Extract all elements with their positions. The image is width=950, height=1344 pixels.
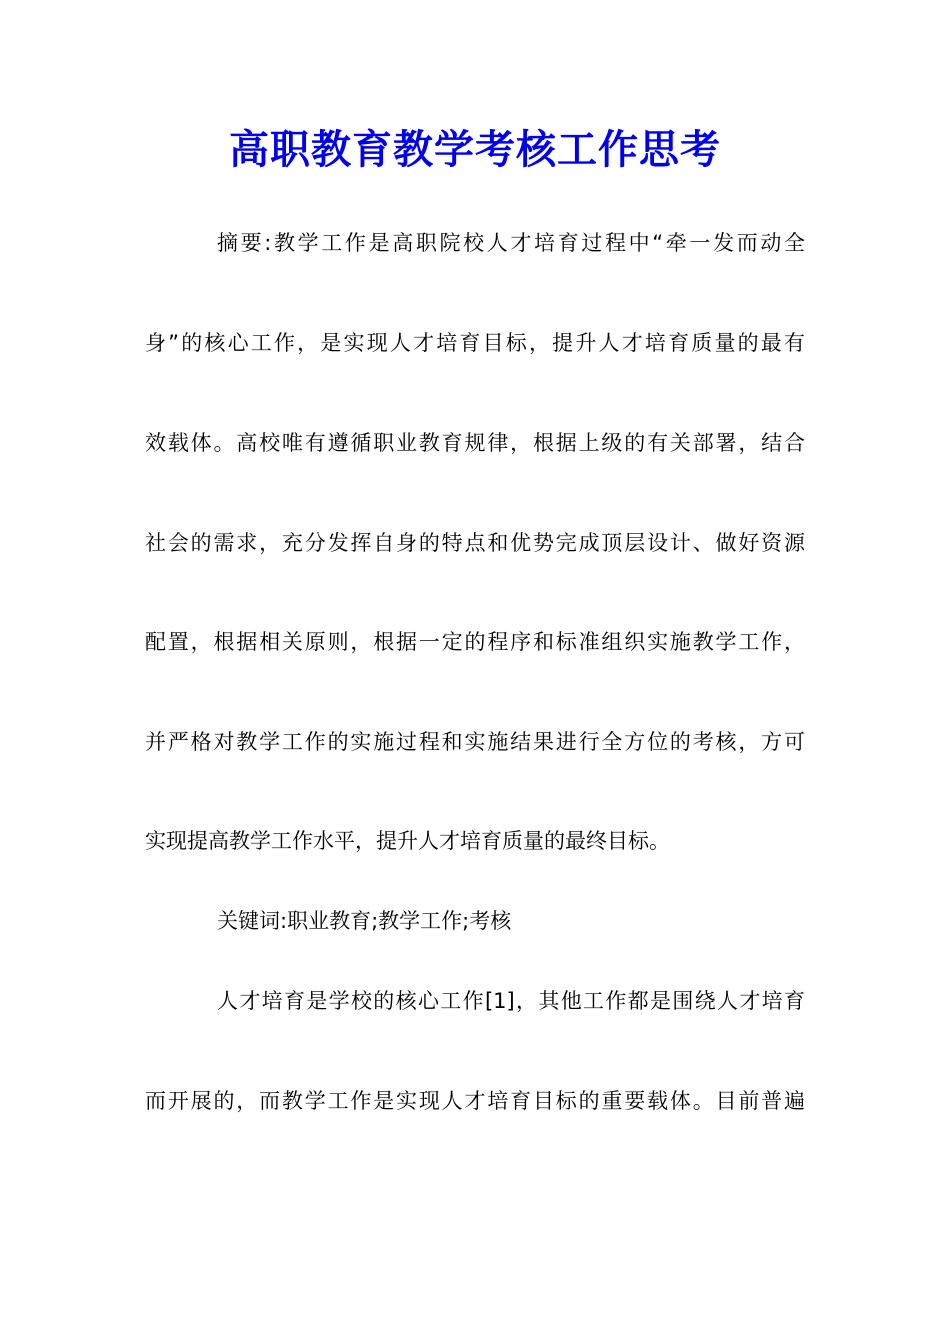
keywords-line: 关键词:职业教育;教学工作;考核 (217, 909, 512, 933)
abstract-line-3: 效载体。高校唯有遵循职业教育规律，根据上级的有关部署，结合 (145, 431, 805, 455)
abstract-line-2: 身”的核心工作，是实现人才培育目标，提升人才培育质量的最有 (145, 331, 805, 355)
body-line-2: 而开展的，而教学工作是实现人才培育目标的重要载体。目前普遍 (145, 1089, 805, 1113)
abstract-line-5: 配置，根据相关原则，根据一定的程序和标准组织实施教学工作， (145, 630, 805, 654)
abstract-line-7: 实现提高教学工作水平，提升人才培育质量的最终目标。 (145, 829, 670, 853)
abstract-line-4: 社会的需求，充分发挥自身的特点和优势完成顶层设计、做好资源 (145, 531, 805, 555)
body-line-1: 人才培育是学校的核心工作[1]，其他工作都是围绕人才培育 (217, 989, 805, 1013)
abstract-line-6: 并严格对教学工作的实施过程和实施结果进行全方位的考核，方可 (145, 730, 805, 754)
abstract-line-1: 摘要:教学工作是高职院校人才培育过程中“牵一发而动全 (217, 231, 805, 255)
document-title: 高职教育教学考核工作思考 (229, 126, 721, 173)
